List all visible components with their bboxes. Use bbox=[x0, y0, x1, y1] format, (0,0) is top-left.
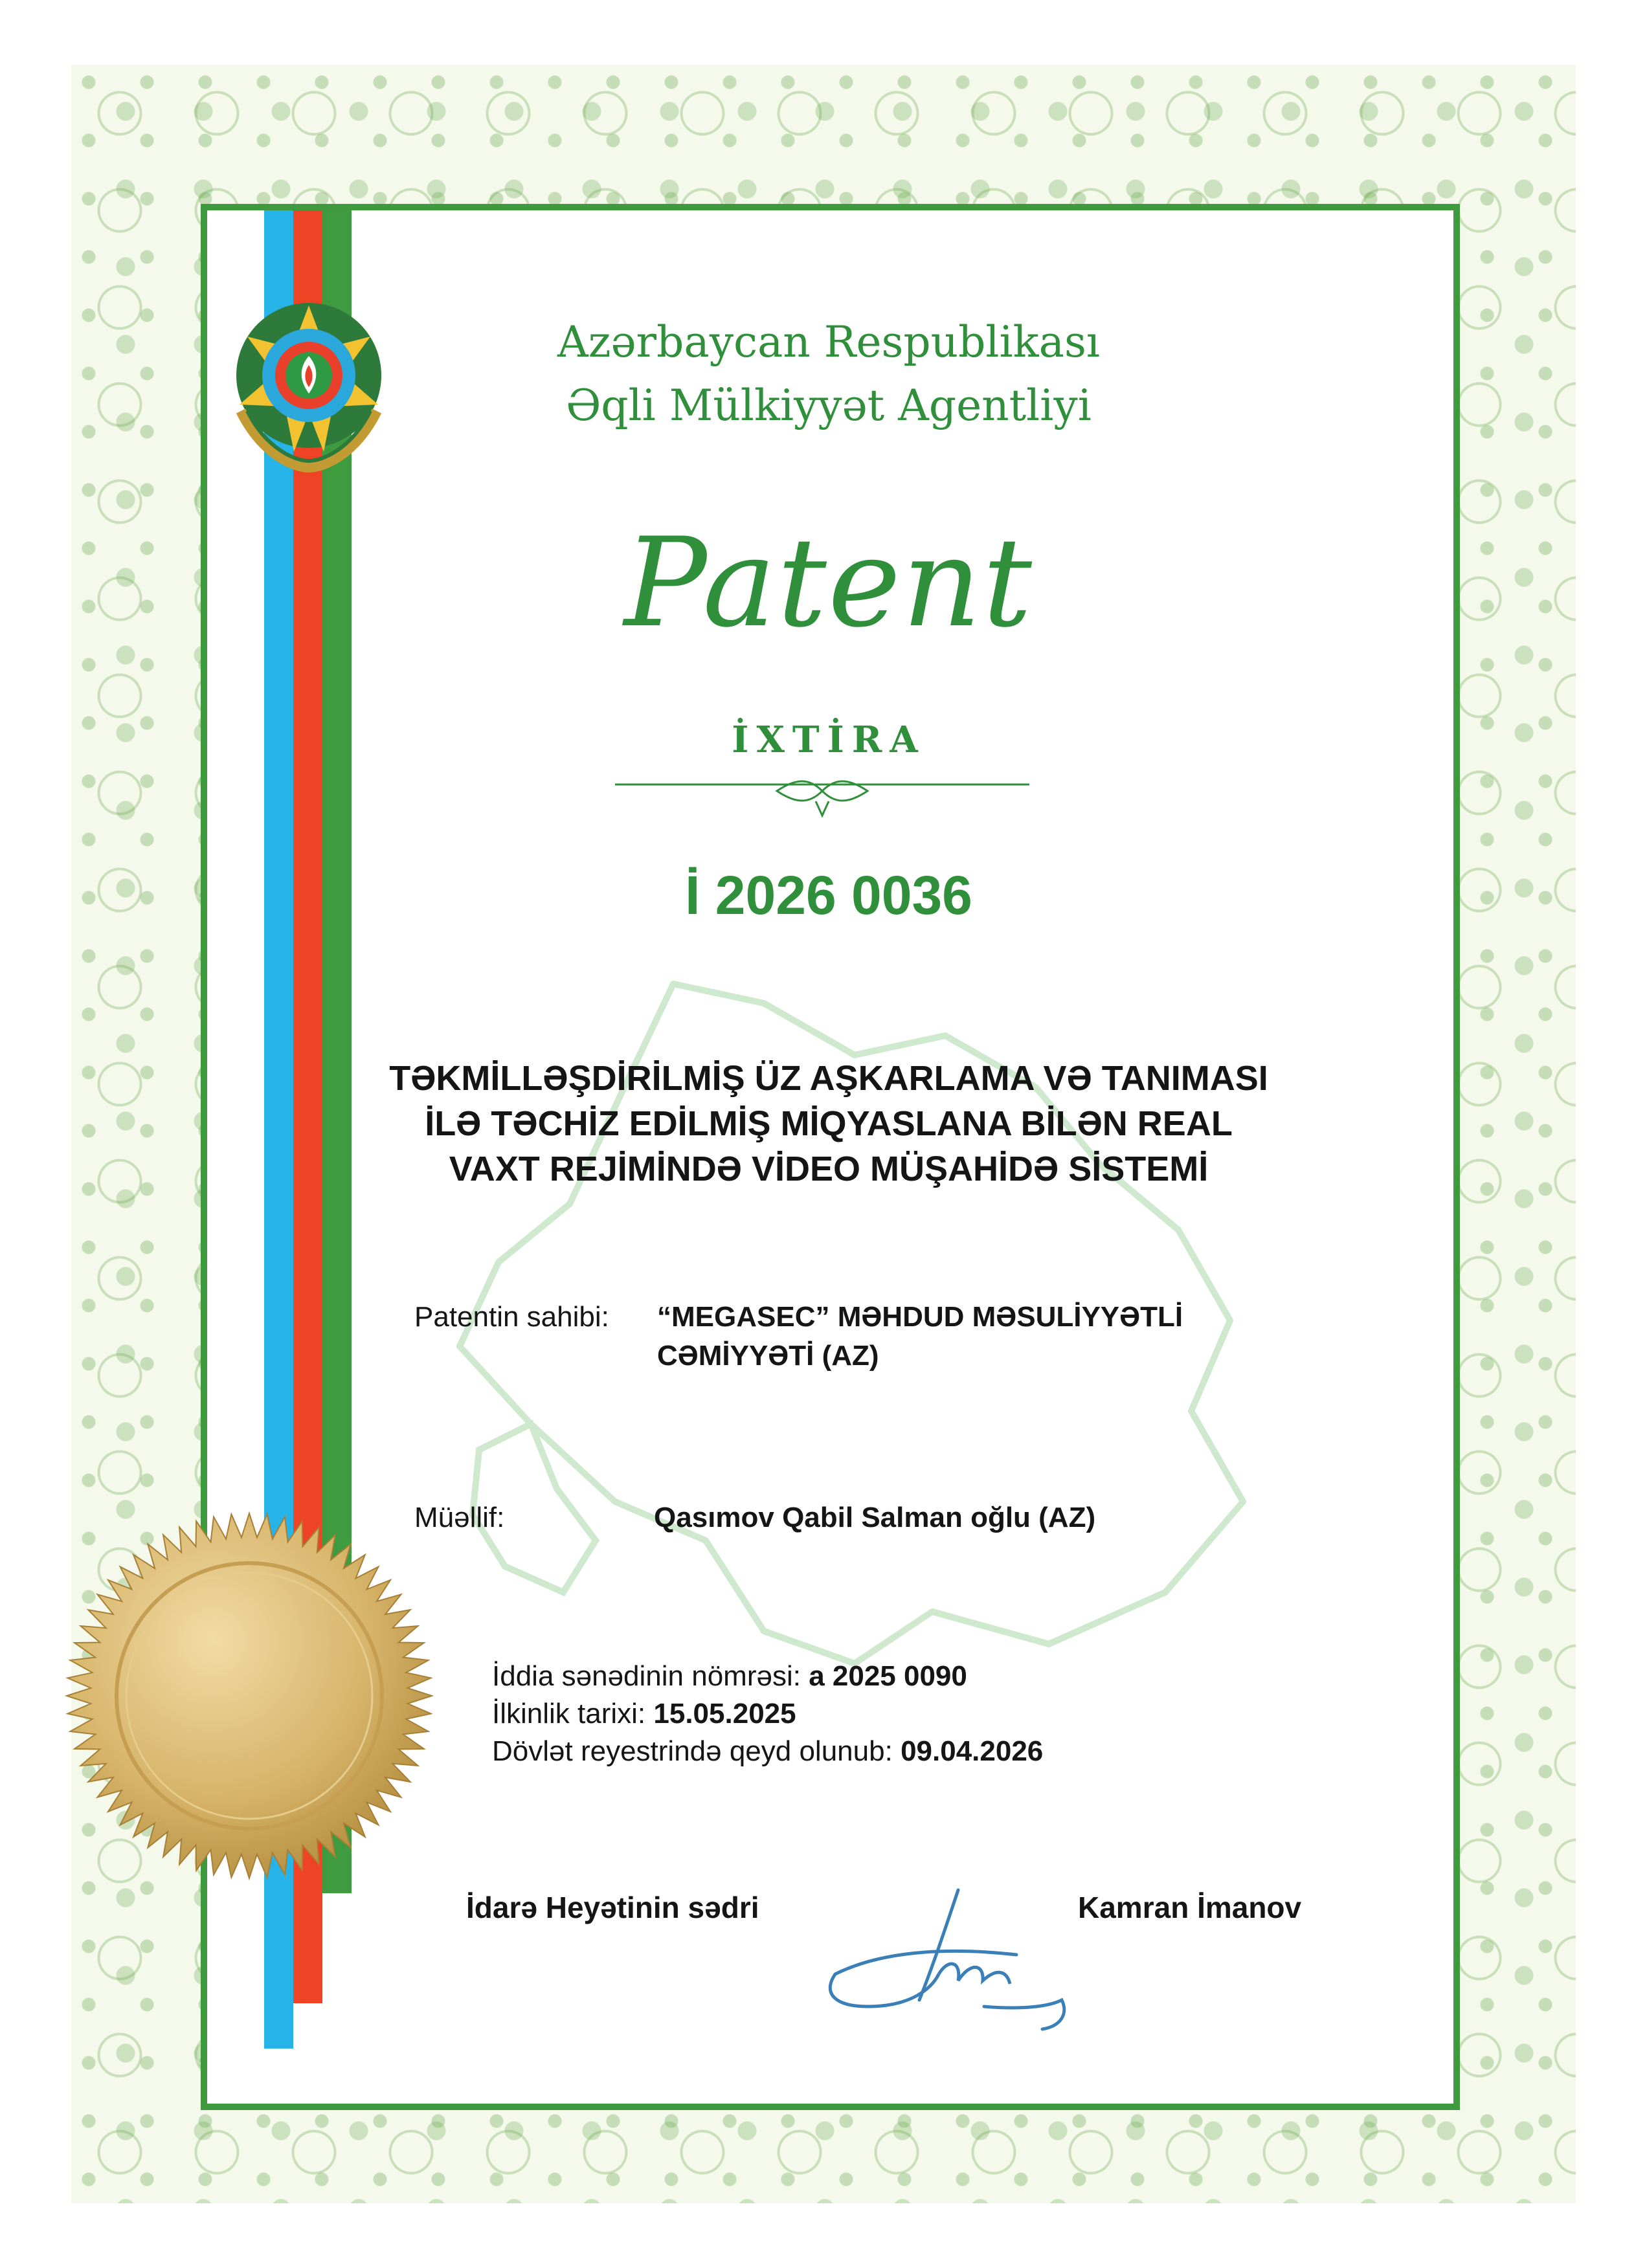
agency-country: Azərbaycan Respublikası bbox=[557, 317, 1100, 367]
signature-icon bbox=[809, 1877, 1081, 2045]
signatory-name: Kamran İmanov bbox=[1078, 1891, 1302, 1924]
invention-title-line-1: TƏKMİLLƏŞDİRİLMİŞ ÜZ AŞKARLAMA VƏ TANIMASI bbox=[389, 1059, 1268, 1098]
gold-seal-icon bbox=[62, 1508, 437, 1884]
owner-value-line-1: “MEGASEC” MƏHDUD MƏSULİYYƏTLİ bbox=[657, 1301, 1183, 1333]
priority-value: 15.05.2025 bbox=[653, 1698, 796, 1729]
document-type-title: Patent bbox=[623, 511, 1034, 654]
application-label: İddia sənədinin nömrəsi: bbox=[492, 1660, 801, 1692]
application-value: a 2025 0090 bbox=[809, 1660, 967, 1692]
owner-value-line-2: CƏMİYYƏTİ (AZ) bbox=[657, 1340, 879, 1372]
invention-title-line-2: İLƏ TƏCHİZ EDİLMİŞ MİQYASLANA BİLƏN REAL bbox=[425, 1104, 1233, 1143]
patent-number: İ 2026 0036 bbox=[685, 865, 972, 926]
priority-date-row bbox=[492, 1698, 796, 1730]
registry-value: 09.04.2026 bbox=[901, 1735, 1044, 1767]
application-number-row bbox=[492, 1660, 967, 1693]
ornament-divider-icon bbox=[615, 770, 1029, 828]
author-value: Qasımov Qabil Salman oğlu (AZ) bbox=[654, 1502, 1096, 1533]
registry-date-row bbox=[492, 1735, 1043, 1768]
priority-label: İlkinlik tarixi: bbox=[492, 1698, 646, 1729]
owner-label: Patentin sahibi: bbox=[414, 1301, 609, 1333]
agency-name: Əqli Mülkiyyət Agentliyi bbox=[566, 381, 1092, 430]
patent-category: İXTİRA bbox=[732, 718, 926, 761]
invention-title-line-3: VAXT REJİMİNDƏ VİDEO MÜŞAHİDƏ SİSTEMİ bbox=[449, 1150, 1209, 1188]
author-label: Müəllif: bbox=[414, 1502, 505, 1533]
registry-label: Dövlət reyestrində qeyd olunub: bbox=[492, 1735, 893, 1767]
signatory-title: İdarə Heyətinin sədri bbox=[466, 1891, 759, 1924]
